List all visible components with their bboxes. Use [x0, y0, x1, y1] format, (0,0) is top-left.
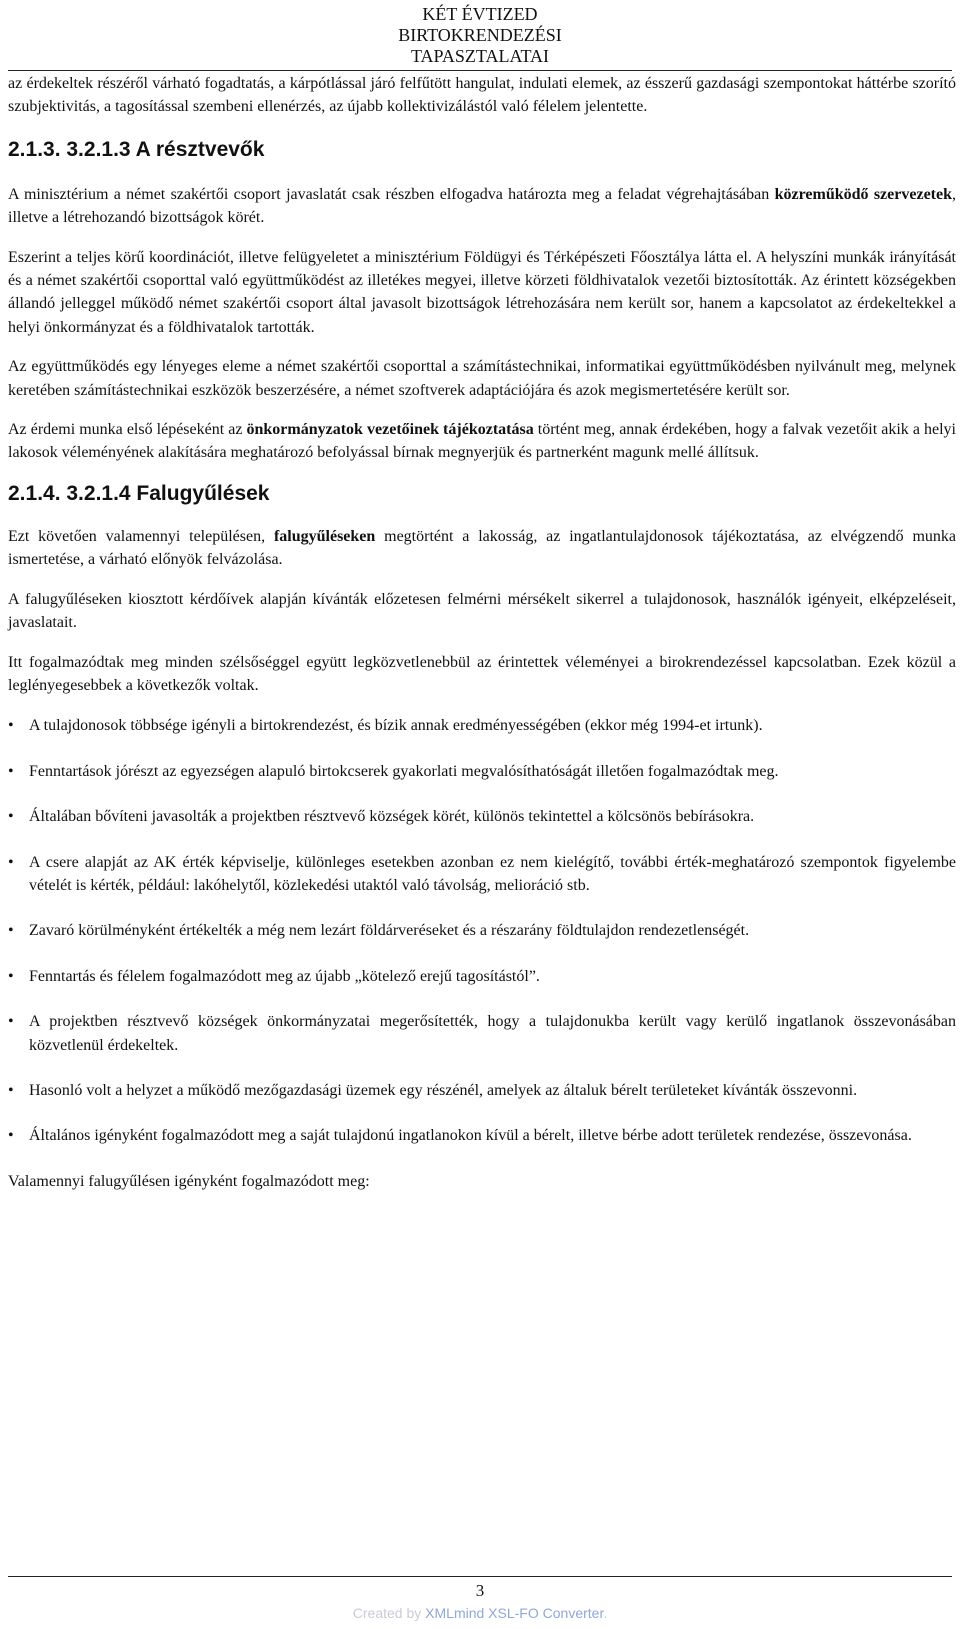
running-header [0, 4, 960, 67]
list-item: • Hasonló volt a helyzet a működő mezőgazdasági üzemek egy részénél, amelyek az általuk bérelt területeket kívánták összevonni. [8, 1079, 956, 1102]
bullet-icon: • [8, 967, 14, 985]
bullet-icon: • [8, 853, 14, 871]
header-line-3: TAPASZTALATAI [410, 46, 549, 66]
bold-phrase: falugyűléseken [273, 527, 376, 545]
bullet-icon: • [8, 1127, 14, 1145]
opinions-paragraph: Itt fogalmazódtak meg minden szélsőséggel együtt legközvetlenebbül az érintettek véleményei a birokrendezéssel kapcsolatban. Ezek közül a leglényegesebbek a következők voltak. [8, 653, 956, 694]
first-steps-paragraph: Az érdemi munka első lépéseként az önkormányzatok vezetőinek tájékoztatása történt meg, annak érdekében, hogy a falvak vezetőit akik a helyi lakosok véleményének alakítására meghatározó befolyással bírnak megnyerjük és partnerként magunk mellé állítsuk. [8, 421, 956, 462]
closing-paragraph: Valamennyi falugyűlésen igényként fogalmazódott meg: [8, 1172, 370, 1190]
list-item: • Általában bővíteni javasolták a projektben résztvevő községek körét, különös tekintettel a kölcsönös bebírásokra. [8, 805, 956, 828]
header-line-2: BIRTOKRENDEZÉSI [398, 25, 562, 45]
coordination-paragraph: Eszerint a teljes körű koordinációt, illetve felügyeletet a minisztérium Földügyi és Térképészeti Főosztálya látta el. A helyszíni munkák irányítását és a német szakértői csoporttal való együttműködést az illetékes megyei, illetve körzeti földhivatalok vezetői biztosították. Az érintett községekben állandó jelleggel működő német szakértői csoport által javasolt bizottságok létrehozására nem került sor, hanem a kapcsolatot az érdekeltekkel a helyi önkormányzat és a földhivatalok tartották. [8, 248, 956, 336]
participants-paragraph: A minisztérium a német szakértői csoport javaslatát csak részben elfogadva határozta meg a feladat végrehajtásában közreműködő szervezetek, illetve a létrehozandó bizottságok körét. [8, 185, 956, 227]
bullet-icon: • [8, 717, 14, 735]
bullet-icon: • [8, 1081, 14, 1099]
intro-paragraph: az érdekeltek részéről várható fogadtatás, a kárpótlással járó felfűtött hangulat, indulati elemek, az ésszerű gazdasági szempontokat háttérbe szorító szubjektivitás, a tagosítással szembeni ellenérzés, az újabb kollektivizálástól való félelem jelentette. [8, 75, 956, 116]
questionnaire-paragraph: A falugyűléseken kiosztott kérdőívek alapján kívánták előzetesen felmérni mérsékelt sikerrel a tulajdonosok, használók igényeit, elképzeléseit, javaslatait. [8, 590, 956, 632]
generator-credit: Created by XMLmind XSL-FO Converter. [352, 1605, 608, 1621]
generator-brand: XMLmind XSL-FO Converter [425, 1605, 604, 1621]
list-item: • A projektben résztvevő községek önkormányzatai megerősítették, hogy a tulajdonukba került vagy kerülő ingatlanok összevonásában közvetlenül érdekeltek. [8, 1010, 956, 1057]
bullet-icon: • [8, 922, 14, 940]
list-item: • Zavaró körülményként értékelték a még nem lezárt földárveréseket és a részarány földtulajdon rendezetlenségét. [8, 919, 956, 942]
meetings-paragraph: Ezt követően valamennyi településen, falugyűléseken megtörtént a lakosság, az ingatlantulajdonosok tájékoztatása, az elvégzendő munka ismertetése, a várható előnyök felvázolása. [8, 527, 957, 569]
list-item: • Fenntartások jórészt az egyezségen alapuló birtokcserek gyakorlati megvalósíthatóságát illetően fogalmazódtak meg. [8, 760, 956, 783]
bullet-icon: • [8, 808, 14, 826]
header-rule [8, 70, 952, 71]
cooperation-paragraph: Az együttműködés egy lényeges eleme a német szakértői csoporttal a számítástechnikai, informatikai együttműködésben nyilvánult meg, melynek keretében számítástechnikai eszközök beszerzésére, a német szoftverek adaptációjára és azok megismertetésére került sor. [8, 358, 956, 399]
bullet-icon: • [8, 1013, 14, 1031]
page-number: 3 [475, 1581, 485, 1600]
list-item: • Fenntartás és félelem fogalmazódott meg az újabb „kötelező erejű tagosítástól”. [8, 965, 956, 988]
opinions-list [8, 714, 956, 1147]
section-heading-2-1-4: 2.1.4. 3.2.1.4 Falugyűlések [8, 481, 270, 505]
page-body [8, 72, 956, 1193]
list-item: • Általános igényként fogalmazódott meg a saját tulajdonú ingatlanokon kívül a bérelt, illetve bérbe adott területek rendezése, összevonása. [8, 1124, 956, 1147]
bullet-icon: • [8, 762, 14, 780]
section-heading-2-1-3: 2.1.3. 3.2.1.3 A résztvevők [8, 137, 265, 161]
bold-phrase: önkormányzatok vezetőinek tájékoztatása [246, 421, 534, 439]
bold-phrase: közreműködő szervezetek [774, 185, 952, 203]
header-line-1: KÉT ÉVTIZED [422, 4, 538, 24]
list-item: • A csere alapját az AK érték képviselje, különleges esetekben azonban ez nem kielégítő, további érték-meghatározó szempontok figyelembe vételét is kérték, például: lakóhelytől, közlekedési utaktól való távolság, melioráció stb. [8, 851, 956, 898]
list-item: • A tulajdonosok többsége igényli a birtokrendezést, és bízik annak eredményességében (ekkor még 1994-et irtunk). [8, 714, 956, 737]
footer-rule [8, 1576, 952, 1577]
